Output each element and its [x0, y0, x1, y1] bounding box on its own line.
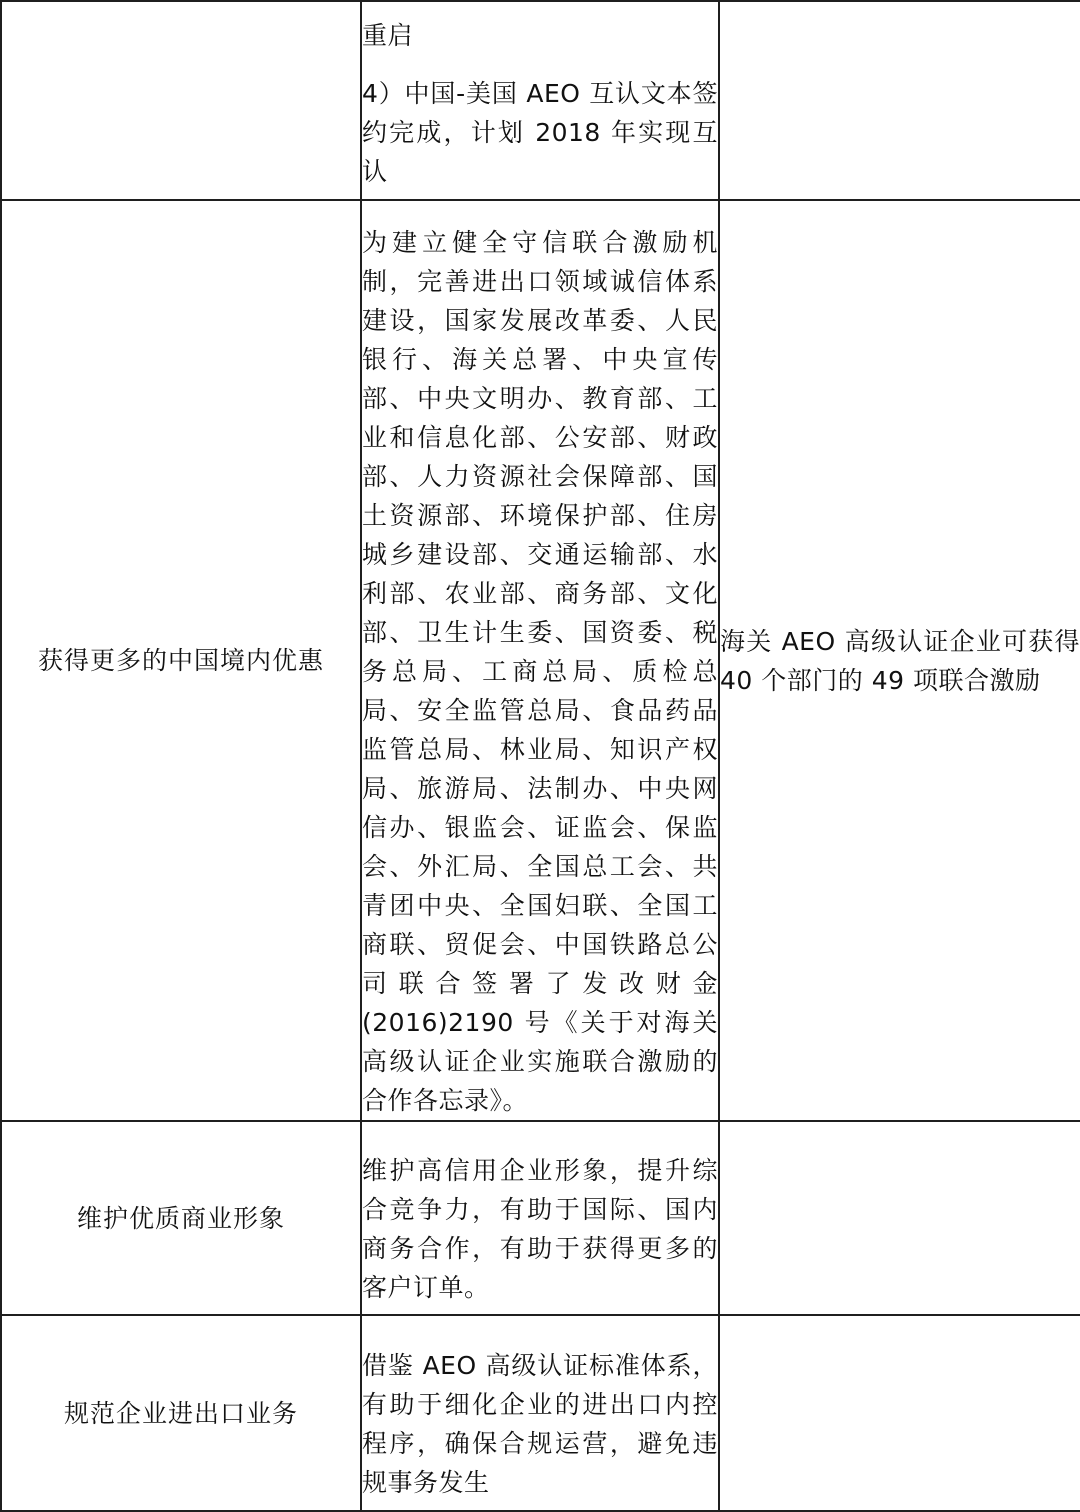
benefit-note: 海关 AEO 高级认证企业可获得 40 个部门的 49 项联合激励 — [720, 626, 1080, 695]
benefit-note-cell — [719, 1121, 1080, 1315]
benefit-note-cell — [719, 200, 1080, 1121]
benefit-detail-cell — [361, 1315, 719, 1511]
table-row — [1, 200, 1080, 1121]
benefit-detail-cell — [361, 1121, 719, 1315]
benefit-label-cell — [1, 1, 361, 200]
benefit-detail-cell — [361, 1, 719, 200]
detail-paragraph: 4）中国-美国 AEO 互认文本签约完成，计划 2018 年实现互认 — [362, 79, 718, 186]
table-row — [1, 1121, 1080, 1315]
table-row — [1, 1315, 1080, 1511]
benefit-label: 维护优质商业形象 — [76, 1203, 285, 1233]
detail-paragraph: 借鉴 AEO 高级认证标准体系，有助于细化企业的进出口内控程序，确保合规运营，避免违规事务发生 — [362, 1351, 718, 1497]
detail-paragraph: 维护高信用企业形象，提升综合竞争力，有助于国际、国内商务合作，有助于获得更多的客户订单。 — [362, 1156, 718, 1302]
detail-paragraph: 为建立健全守信联合激励机制，完善进出口领域诚信体系建设，国家发展改革委、人民银行、海关总署、中央宣传部、中央文明办、教育部、工业和信息化部、公安部、财政部、人力资源社会保障部、国土资源部、环境保护部、住房城乡建设部、交通运输部、水利部、农业部、商务部、文化部、卫生计生委、国资委、税务总局、工商总局、质检总局、安全监管总局、食品药品监管总局、林业局、知识产权局、旅游局、法制办、中央网信办、银监会、证监会、保监会、外汇局、全国总工会、共青团中央、全国妇联、全国工商联、贸促会、中国铁路总公司联合签署了发改财金 (2016)2190 号《关于对海关高级认证企业实施联合激励的合作各忘录》。 — [362, 228, 718, 1115]
benefit-label: 获得更多的中国境内优惠 — [37, 646, 324, 675]
benefit-detail-cell — [361, 200, 719, 1121]
benefit-label-cell — [1, 200, 361, 1121]
benefit-label-cell — [1, 1315, 361, 1511]
benefit-note-cell — [719, 1, 1080, 200]
detail-paragraph: 重启 — [362, 21, 414, 50]
table-row — [1, 1, 1080, 200]
benefit-label-cell — [1, 1121, 361, 1315]
benefit-label: 规范企业进出口业务 — [63, 1398, 298, 1428]
benefit-note-cell — [719, 1315, 1080, 1511]
